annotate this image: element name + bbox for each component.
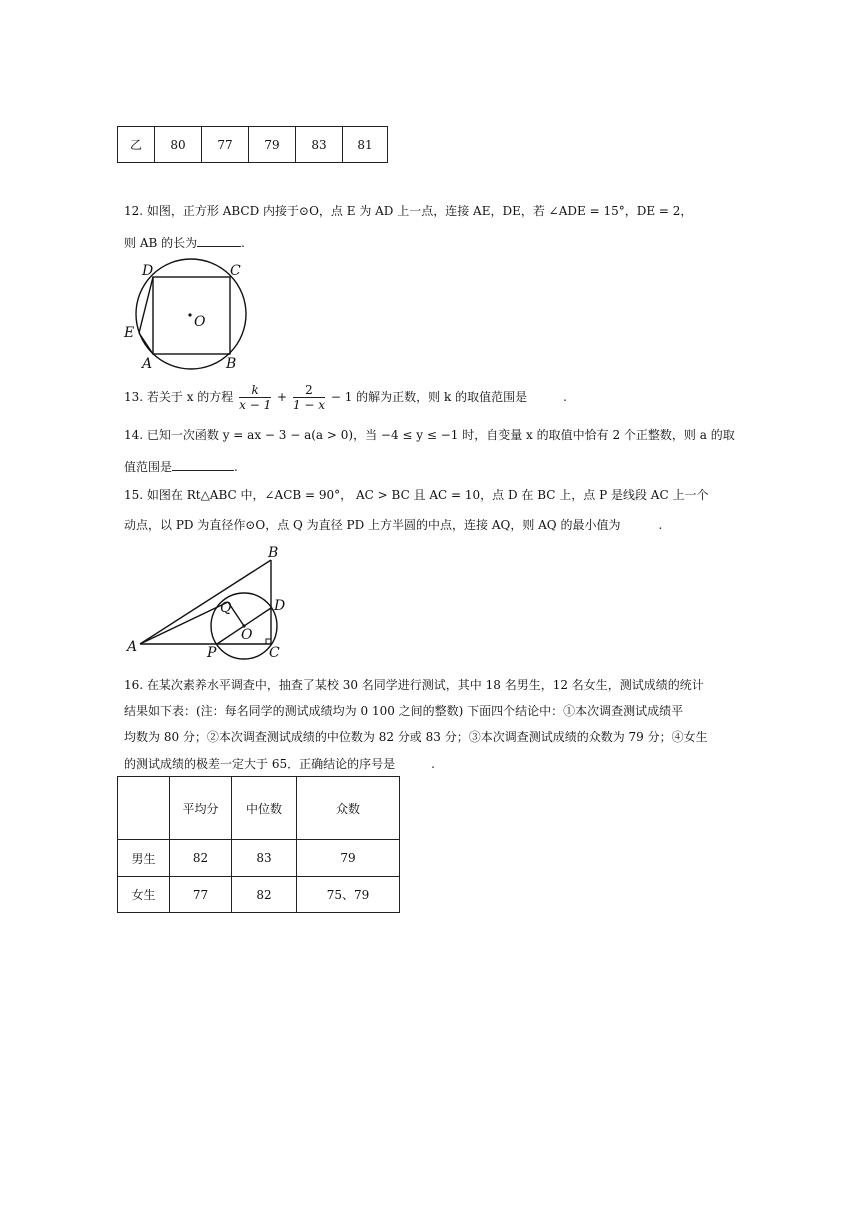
table-row — [118, 877, 400, 913]
label-q: Q — [220, 600, 232, 616]
q12-line2 — [124, 234, 245, 251]
label-p: P — [207, 645, 217, 661]
plus-sign: + — [277, 390, 288, 404]
frac-denominator: 1 − x — [292, 398, 326, 412]
label-o: O — [194, 314, 206, 330]
label-a: A — [127, 639, 138, 655]
table-header-row — [118, 777, 400, 840]
table-cell: 乙 — [118, 127, 155, 163]
right-angle-mark — [266, 639, 271, 644]
q15-line2 — [124, 516, 662, 533]
table-cell: 82 — [170, 840, 232, 877]
table-cell: 82 — [232, 877, 297, 913]
q12-line2-text: 则 AB 的长为 — [124, 236, 198, 250]
q16-line4 — [124, 755, 435, 772]
label-b: B — [226, 356, 237, 372]
q14-line2-end: . — [234, 460, 238, 474]
table-header-cell — [118, 777, 170, 840]
q12-line1: 12. 如图，正方形 ABCD 内接于⊙O，点 E 为 AD 上一点，连接 AE，DE，若 ∠ADE = 15°，DE = 2， — [124, 204, 693, 218]
q13-prefix: 13. 若关于 x 的方程 — [124, 390, 234, 404]
label-d: D — [142, 263, 154, 279]
frac-numerator: 2 — [293, 383, 325, 398]
top-score-table — [117, 126, 388, 163]
q16-line4-end: . — [431, 757, 435, 771]
label-e: E — [124, 325, 135, 341]
label-d: D — [274, 598, 286, 614]
answer-blank — [197, 234, 241, 247]
label-c: C — [230, 263, 241, 279]
q15-line2-text: 动点，以 PD 为直径作⊙O，点 Q 为直径 PD 上方半圆的中点，连接 AQ，则 AQ 的最小值为 — [124, 518, 621, 532]
center-dot — [188, 313, 191, 316]
table-cell: 83 — [232, 840, 297, 877]
answer-blank — [172, 458, 234, 471]
label-c: C — [269, 645, 280, 661]
label-a: A — [142, 356, 153, 372]
fraction-k-over-x-minus-1 — [239, 383, 271, 412]
table-header-cell: 中位数 — [232, 777, 297, 840]
frac-numerator: k — [239, 383, 271, 398]
segment-de — [139, 277, 153, 333]
score-stats-table — [117, 776, 400, 913]
table-cell: 77 — [202, 127, 249, 163]
table-cell: 80 — [155, 127, 202, 163]
q16-line2: 结果如下表：(注：每名同学的测试成绩均为 0 100 之间的整数) 下面四个结论中：①本次调查测试成绩平 — [124, 704, 684, 718]
q12-line2-end: . — [241, 236, 245, 250]
q14-line2 — [124, 458, 238, 475]
segment-aq — [140, 602, 228, 644]
q16-line3: 均数为 80 分；②本次调查测试成绩的中位数为 82 分或 83 分；③本次调查测试成绩的众数为 79 分；④女生 — [124, 730, 708, 744]
label-b: B — [268, 545, 279, 561]
answer-blank — [527, 389, 563, 401]
label-o: O — [241, 627, 253, 643]
table-cell: 79 — [249, 127, 296, 163]
table-cell: 79 — [297, 840, 400, 877]
table-row — [118, 840, 400, 877]
q16-line1: 16. 在某次素养水平调查中，抽查了某校 30 名同学进行测试，其中 18 名男生，12 名女生，测试成绩的统计 — [124, 678, 704, 692]
q15-line1: 15. 如图在 Rt△ABC 中，∠ACB = 90°， AC > BC 且 AC = 10，点 D 在 BC 上，点 P 是线段 AC 上一个 — [124, 488, 709, 502]
q13-suffix: − 1 的解为正数，则 k 的取值范围是 — [330, 390, 528, 404]
q16-line4-text: 的测试成绩的极差一定大于 65．正确结论的序号是 — [124, 757, 396, 771]
q15-triangle-circle-figure — [124, 544, 294, 664]
answer-blank — [620, 517, 658, 529]
table-header-cell: 众数 — [297, 777, 400, 840]
q13-line — [124, 383, 567, 412]
frac-denominator: x − 1 — [239, 398, 272, 412]
table-cell: 男生 — [118, 840, 170, 877]
q14-line1: 14. 已知一次函数 y = ax − 3 − a(a > 0)，当 −4 ≤ y ≤ −1 时，自变量 x 的取值中恰有 2 个正整数，则 a 的取 — [124, 428, 735, 442]
q13-end: . — [563, 390, 567, 404]
table-cell: 83 — [296, 127, 343, 163]
table-cell: 81 — [343, 127, 388, 163]
answer-blank — [395, 756, 431, 768]
q12-circle-square-figure — [120, 258, 260, 374]
table-header-cell: 平均分 — [170, 777, 232, 840]
segment-ae — [139, 333, 153, 354]
table-row — [118, 127, 388, 163]
table-cell: 75、79 — [297, 877, 400, 913]
fraction-2-over-1-minus-x — [293, 383, 325, 412]
table-cell: 女生 — [118, 877, 170, 913]
q15-line2-end: . — [658, 518, 663, 532]
table-cell: 77 — [170, 877, 232, 913]
q14-line2-text: 值范围是 — [124, 460, 173, 474]
